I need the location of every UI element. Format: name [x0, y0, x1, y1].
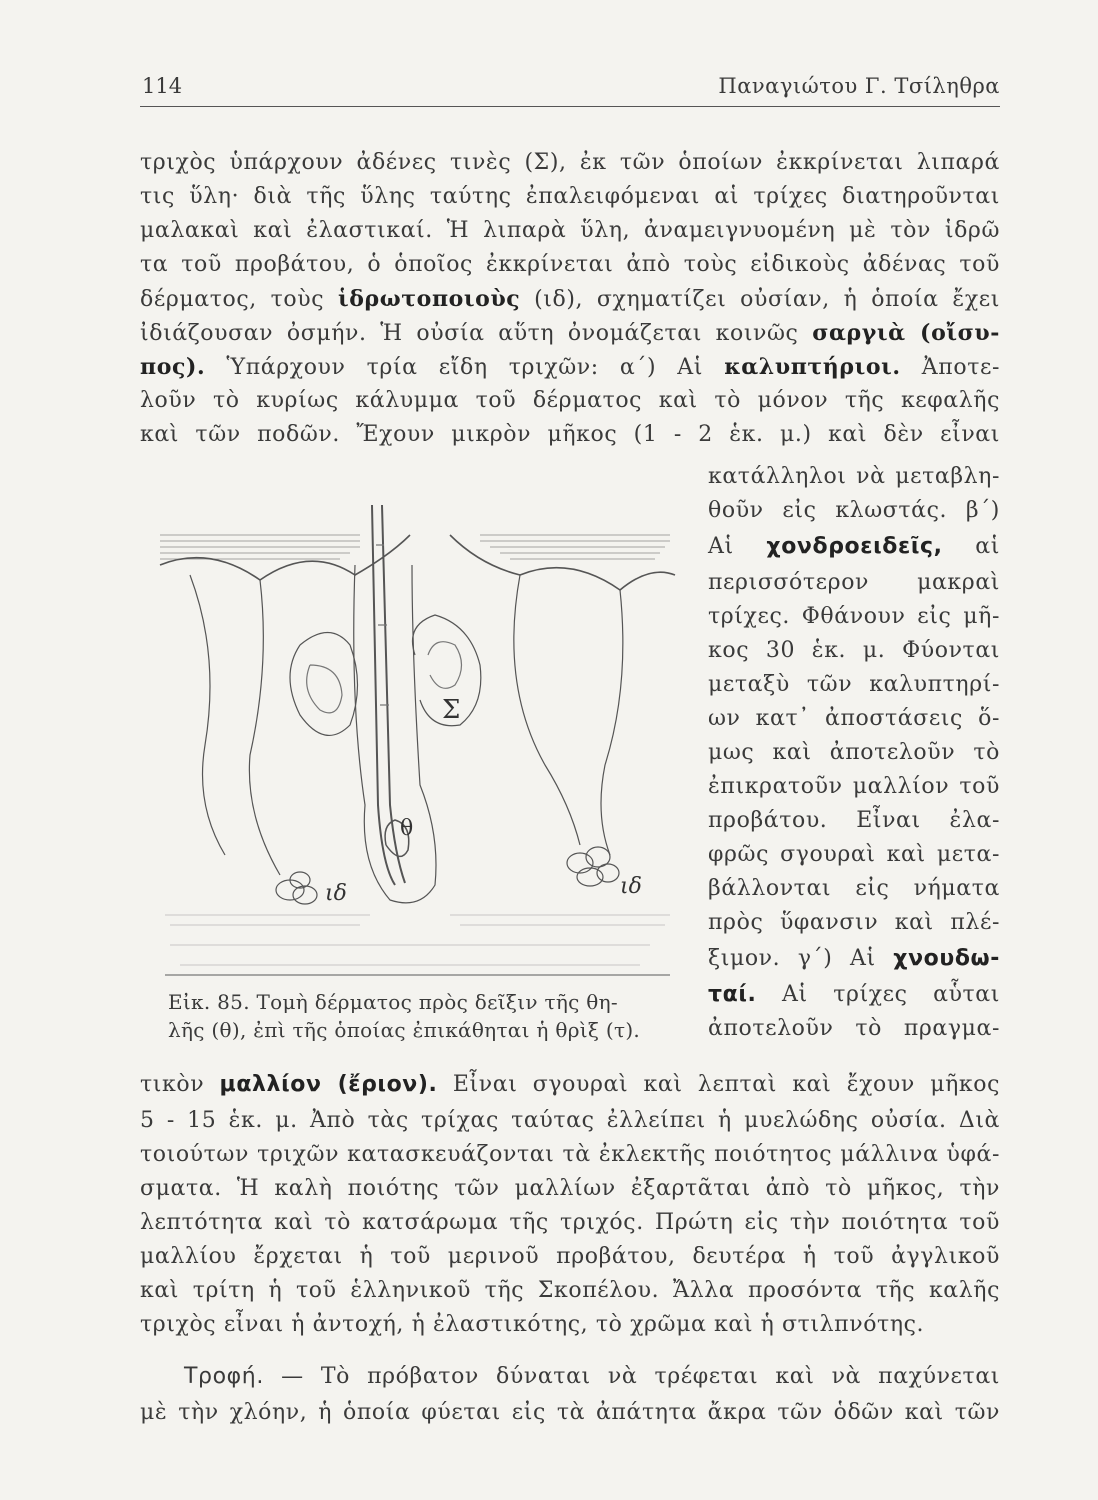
term-sargia: σαργιὰ (οἴσυ-: [812, 320, 1001, 346]
text-line: τις ὕλη· διὰ τῆς ὕλης ταύτης ἐπαλειφόμεναι αἱ τρίχες διατηροῦνται: [140, 184, 1000, 209]
label-sweat-right: ιδ: [620, 874, 642, 899]
text-line: τριχὸς ὑπάρχουν ἀδένες τινὲς (Σ), ἐκ τῶν ὁποίων ἐκκρίνεται λιπαρά: [140, 150, 1000, 175]
caption-line: λῆς (θ), ἐπὶ τῆς ὁποίας ἐπικάθηται ἡ θρὶξ (τ).: [168, 1018, 641, 1042]
text-line: σματα. Ἡ καλὴ ποιότης τῶν μαλλίων ἐξαρτᾶται ἀπὸ τὸ μῆκος, τὴν: [140, 1176, 1000, 1201]
column-line: πρὸς ὕφανσιν καὶ πλέ-: [708, 910, 1000, 935]
column-line: μως καὶ ἀποτελοῦν τὸ: [708, 740, 1000, 765]
term-downy-hairs: χνουδω-: [893, 946, 1000, 971]
column-line: ξιμον. γ΄) Αἱ χνουδω-: [708, 946, 1000, 971]
text-line: καὶ τρίτη ἡ τοῦ ἑλληνικοῦ τῆς Σκοπέλου. Ἄλλα προσόντα τῆς καλῆς: [140, 1278, 1000, 1303]
column-line: κος 30 ἑκ. μ. Φύονται: [708, 638, 1000, 663]
text-line: καὶ τῶν ποδῶν. Ἔχουν μικρὸν μῆκος (1 - 2 ἑκ. μ.) καὶ δὲν εἶναι: [140, 422, 1000, 447]
column-line: προβάτου. Εἶναι ἐλα-: [708, 808, 1000, 833]
column-line: τρίχες. Φθάνουν εἰς μῆ-: [708, 604, 1000, 629]
label-sigma: Σ: [442, 695, 461, 725]
running-head-author: Παναγιώτου Γ. Τσίληθρα: [718, 74, 1000, 98]
column-line: θοῦν εἰς κλωστάς. β΄): [708, 498, 1000, 523]
skin-section-figure: [150, 505, 685, 980]
caption-line: Εἰκ. 85. Τομὴ δέρματος πρὸς δεῖξιν τῆς θη-: [168, 990, 618, 1014]
column-line: μεταξὺ τῶν καλυπτηρί-: [708, 672, 1000, 697]
page-number: 114: [142, 74, 183, 98]
term-sweat-glands: ἱδρωτοποιοὺς: [337, 286, 521, 312]
text-line: τοιούτων τριχῶν κατασκευάζονται τὰ ἐκλεκτῆς ποιότητος μάλλινα ὑφά-: [140, 1142, 1000, 1167]
text-line: λεπτότητα καὶ τὸ κατσάρωμα τῆς τριχός. Πρώτη εἰς τὴν ποιότητα τοῦ: [140, 1210, 1000, 1235]
column-line: κατάλληλοι νὰ μεταβλη-: [708, 464, 1000, 489]
column-line: περισσότερον μακραὶ: [708, 570, 1000, 595]
text-line: ἰδιάζουσαν ὀσμήν. Ἡ οὐσία αὕτη ὀνομάζεται κοινῶς σαργιὰ (οἴσυ-: [140, 320, 1001, 346]
label-theta: θ: [400, 816, 414, 841]
text-line: πος). Ὑπάρχουν τρία εἴδη τριχῶν: α΄) Αἱ καλυπτήριοι. Ἀποτε-: [140, 354, 1001, 380]
column-line: ἐπικρατοῦν μαλλίον τοῦ: [708, 774, 1000, 799]
text-line: 5 - 15 ἑκ. μ. Ἀπὸ τὰς τρίχας ταύτας ἐλλείπει ἡ μυελώδης οὐσία. Διὰ: [140, 1108, 1000, 1133]
text-line: Τροφή. — Τὸ πρόβατον δύναται νὰ τρέφεται καὶ νὰ παχύνεται: [184, 1364, 1000, 1389]
text-line: μαλλίου ἔρχεται ἡ τοῦ μερινοῦ προβάτου, δευτέρα ἡ τοῦ ἀγγλικοῦ: [140, 1244, 1000, 1269]
text-line: μὲ τὴν χλόην, ἡ ὁποία φύεται εἰς τὰ ἀπάτητα ἄκρα τῶν ὁδῶν καὶ τῶν: [140, 1400, 1000, 1425]
running-header: [140, 72, 1000, 107]
column-line: Αἱ χονδροειδεῖς, αἱ: [708, 534, 1000, 559]
column-line: ἀποτελοῦν τὸ πραγμα-: [708, 1016, 1000, 1041]
term-wool: μαλλίον (ἔριον).: [219, 1072, 438, 1097]
section-heading-food: Τροφή.: [184, 1364, 264, 1389]
skin-illustration: [160, 505, 675, 975]
column-line: φρῶς σγουραὶ καὶ μετα-: [708, 842, 1000, 867]
column-line: ταί. Αἱ τρίχες αὗται: [708, 982, 1000, 1007]
text-line: τριχὸς εἶναι ἡ ἀντοχή, ἡ ἐλαστικότης, τὸ χρῶμα καὶ ἡ στιλπνότης.: [140, 1312, 925, 1337]
text-line: τα τοῦ προβάτου, ὁ ὁποῖος ἐκκρίνεται ἀπὸ τοὺς εἰδικοὺς ἀδένας τοῦ: [140, 252, 1000, 277]
term-covering-hairs: καλυπτήριοι.: [724, 354, 901, 380]
text-line: λοῦν τὸ κυρίως κάλυμμα τοῦ δέρματος καὶ τὸ μόνον τῆς κεφαλῆς: [140, 388, 1000, 413]
term-coarse-hairs: χονδροειδεῖς,: [766, 534, 943, 559]
label-sweat-left: ιδ: [325, 881, 347, 906]
figure-caption: [168, 988, 673, 1044]
text-line: δέρματος, τοὺς ἱδρωτοποιοὺς (ιδ), σχηματίζει οὐσίαν, ἡ ὁποία ἔχει: [140, 286, 1000, 312]
column-line: βάλλονται εἰς νήματα: [708, 876, 1000, 901]
text-line: μαλακαὶ καὶ ἐλαστικαί. Ἡ λιπαρὰ ὕλη, ἀναμειγνυομένη μὲ τὸν ἱδρῶ: [140, 218, 1000, 243]
column-line: ων κατ᾽ ἀποστάσεις ὅ-: [708, 706, 1000, 731]
text-line: τικὸν μαλλίον (ἔριον). Εἶναι σγουραὶ καὶ λεπταὶ καὶ ἔχουν μῆκος: [140, 1072, 1001, 1097]
